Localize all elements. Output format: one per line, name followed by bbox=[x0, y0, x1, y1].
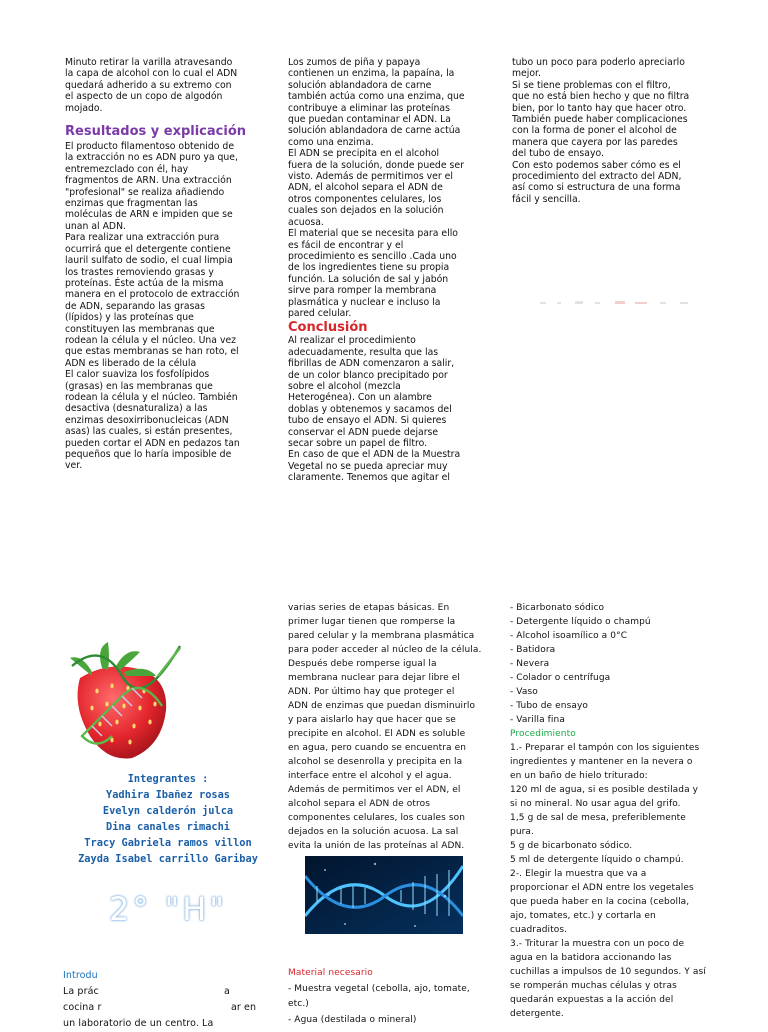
intro-line-2-left: cocina r bbox=[63, 1002, 102, 1013]
top-column-1 bbox=[65, 57, 261, 472]
intro-block bbox=[63, 968, 263, 1032]
member-name: Dina canales rimachi bbox=[106, 821, 230, 833]
top-column-2 bbox=[288, 57, 488, 484]
intro-line-3: un laboratorio de un centro. La bbox=[63, 1018, 214, 1029]
material-block bbox=[288, 966, 493, 1028]
member-name: Yadhira Ibañez rosas bbox=[106, 789, 230, 801]
top-column-3 bbox=[512, 57, 717, 205]
member-name: Tracy Gabriela ramos villon bbox=[84, 837, 252, 849]
faded-decoration bbox=[535, 300, 695, 306]
grade-label: 2° "H" bbox=[108, 890, 228, 928]
procedure-text: 1.- Preparar el tampón con los siguientes ingredientes y mantener en la nevera o en un baño de hielo triturado: 120 ml de agua, si es posible destilada y si no mineral. No usar agua del grifo. 1,5 g de sal de mesa, preferiblemente pura. 5 g de bicarbonato sódico. 5 ml de detergente líquido o champú. 2-. Elegir la muestra que va a proporcionar el ADN entre los vegetales que pueda haber en la cocina (cebolla, ajo, tomates, etc.) y cortarla en cuadraditos. 3.- Triturar la muestra con un poco de agua en la batidora accionando las cuchillas a impulsos de 10 segundos. Y así se romperán muchas células y otras quedarán expuestas a la acción del detergente. bbox=[510, 743, 706, 1019]
results-heading: Resultados y explicación bbox=[65, 124, 247, 140]
enzyme-paragraph: Los zumos de piña y papaya contienen un enzima, la papaína, la solución ablandadora de carne también actúa como una enzima, que contribuye a eliminar las proteínas que puedan contaminar el ADN. La solución ablandadora de carne actúa como una enzima. El ADN se precipita en el alcohol fuera de la solución, donde puede ser visto. Además de permitimos ver el ADN, el alcohol separa el ADN de otros componentes celulares, los cuales son dejados en la solución acuosa. El material que se necesita para ello es fácil de encontrar y el procedimiento es sencillo .Cada uno de los ingredientes tiene su propia función. La solución de sal y jabón sirve para romper la membrana plasmática y nuclear e incluso la pared celular. bbox=[288, 57, 465, 319]
bottom-column-2 bbox=[288, 601, 493, 853]
bottom-column-3 bbox=[510, 601, 720, 1021]
strawberry-dna-illustration bbox=[62, 636, 190, 766]
conclusion-body: Al realizar el procedimiento adecuadamente, resulta que las fibrillas de ADN comenzaron a salir, de un color blanco precipitado por sobre el alcohol (mezcla Heterogénea). Con un alambre doblas y obtenemos y sacamos del tubo de ensayo el ADN. Si quieres conservar el ADN puede dejarse secar sobre un papel de filtro. En caso de que el ADN de la Muestra Vegetal no se pueda apreciar muy claramente. Tenemos que agitar el bbox=[288, 335, 461, 484]
intro-paragraph: Minuto retirar la varilla atravesando la capa de alcohol con lo cual el ADN quedará adherido a su extremo con el aspecto de un copo de algodón mojado. bbox=[65, 57, 238, 114]
intro-line-2-right: ar en bbox=[231, 1002, 257, 1013]
members-title: Integrantes : bbox=[127, 773, 209, 785]
stages-paragraph: varias series de etapas básicas. En primer lugar tienen que romperse la pared celular y la membrana plasmática para poder acceder al núcleo de la célula. Después debe romperse igual la membrana nuclear para dejar libre el ADN. Por último hay que proteger el ADN de enzimas que puedan disminuirlo y para aislarlo hay que hacer que se precipite en alcohol. El ADN es soluble en agua, pero cuando se encuentra en alcohol se desenrolla y precipita en la interface entre el alcohol y el agua. Además de permitimos ver el ADN, el alcohol separa el ADN de otros componentes celulares, los cuales son dejados en la solución acuosa. La sal evita la unión de las proteínas al ADN. bbox=[288, 603, 482, 851]
material-list: - Muestra vegetal (cebolla, ajo, tomate, etc.) - Agua (destilada o mineral) bbox=[288, 983, 470, 1025]
material-list-continued: - Bicarbonato sódico - Detergente líquido o champú - Alcohol isoamílico a 0°C - Batidora - Nevera - Colador o centrífuga - Vaso - Tubo de ensayo - Varilla fina bbox=[510, 603, 651, 725]
intro-heading: Introdu bbox=[63, 970, 98, 981]
procedure-heading: Procedimiento bbox=[510, 729, 576, 739]
results-body: El producto filamentoso obtenido de la extracción no es ADN puro ya que, entremezclado con él, hay fragmentos de ARN. Una extracción "profesional" se realiza añadiendo enzimas que fragmentan las moléculas de ARN e impiden que se unan al ADN. Para realizar una extracción pura ocurrirá que el detergente contiene lauril sulfato de sodio, el cual limpia los trastes removiendo grasas y proteínas. Éste actúa de la misma manera en el protocolo de extracción de ADN, separando las grasas (lípidos) y las proteínas que constituyen las membranas que rodean la célula y el núcleo. Una vez que estas membranas se han roto, el ADN es liberado de la célula El calor suaviza los fosfolípidos (grasas) en las membranas que rodean la célula y el núcleo. También desactiva (desnaturaliza) a las enzimas desoxirribonucleicas (ADN asas) las cuales, si están presentes, pueden cortar el ADN en pedazos tan pequeños que lo haría imposible de ver. bbox=[65, 141, 240, 472]
member-name: Evelyn calderón julca bbox=[102, 805, 234, 817]
blue-dna-helix-image bbox=[305, 856, 463, 934]
filter-paragraph: tubo un poco para poderlo apreciarlo mejor. Si se tiene problemas con el filtro, que no está bien hecho y que no filtra bien, por lo tanto hay que hacer otro. También puede haber complicaciones con la forma de poner el alcohol de manera que cayera por las paredes del tubo de ensayo. Con esto podemos saber cómo es el procedimiento del extracto del ADN, así como si estructura de una forma fácil y sencilla. bbox=[512, 57, 690, 205]
members-block bbox=[78, 771, 258, 867]
member-name: Zayda Isabel carrillo Garibay bbox=[78, 853, 258, 865]
material-heading: Material necesario bbox=[288, 968, 373, 978]
intro-line-1-right: a bbox=[224, 986, 230, 997]
intro-line-1-left: La prác bbox=[63, 986, 99, 997]
conclusion-heading: Conclusión bbox=[288, 320, 368, 336]
